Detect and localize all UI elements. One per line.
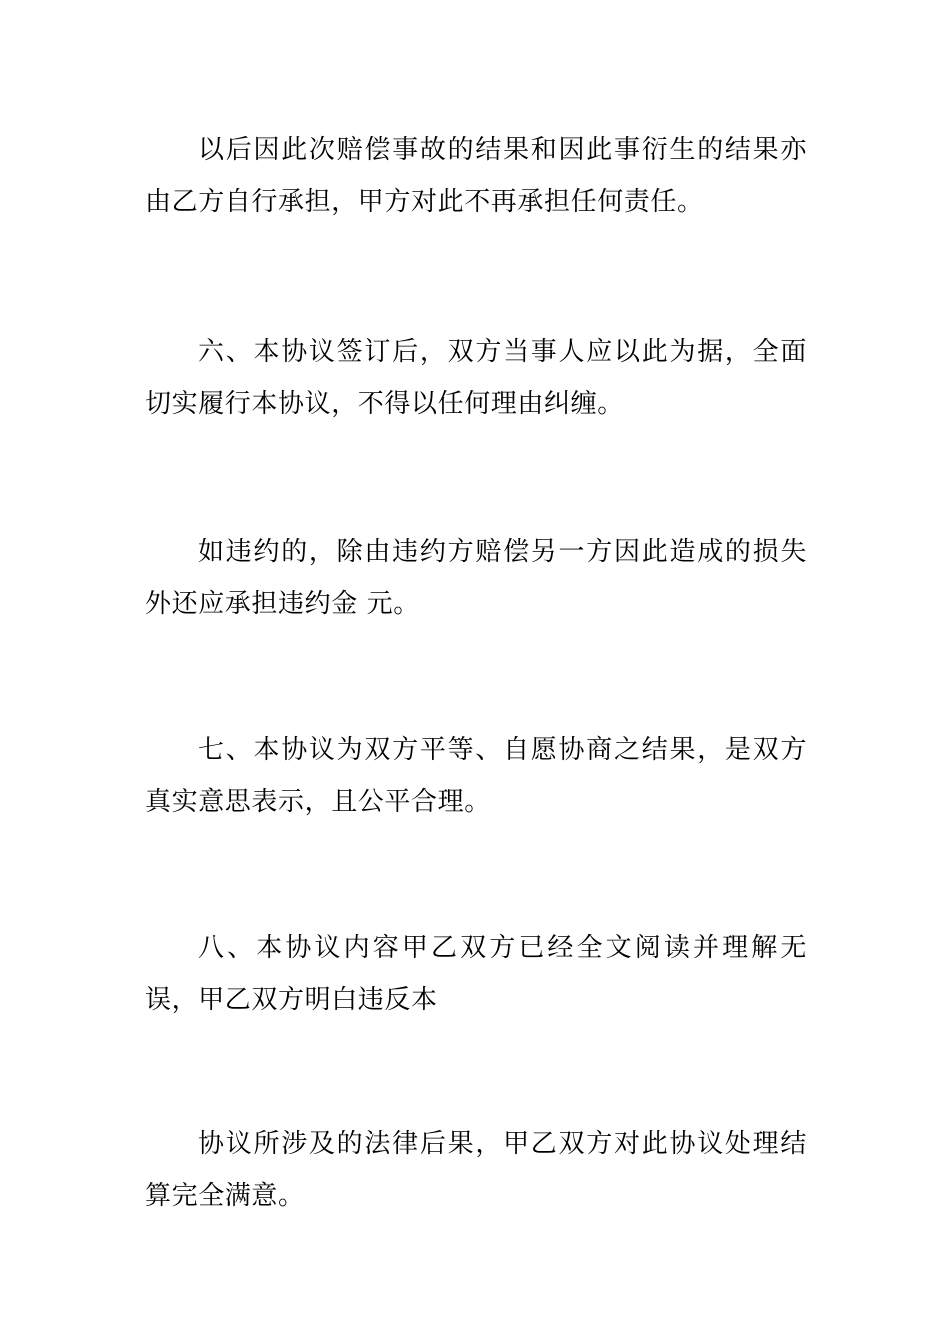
paragraph-legal-consequences: 协议所涉及的法律后果，甲乙双方对此协议处理结算完全满意。 [145,1129,807,1211]
paragraph-clause-six: 六、本协议签订后，双方当事人应以此为据，全面切实履行本协议，不得以任何理由纠缠。 [145,337,807,419]
paragraph-liability: 以后因此次赔偿事故的结果和因此事衍生的结果亦由乙方自行承担，甲方对此不再承担任何责任。 [145,135,807,217]
paragraph-clause-seven: 七、本协议为双方平等、自愿协商之结果，是双方真实意思表示，且公平合理。 [145,735,807,817]
paragraph-clause-eight: 八、本协议内容甲乙双方已经全文阅读并理解无误，甲乙双方明白违反本 [145,933,807,1015]
paragraph-breach-penalty: 如违约的，除由违约方赔偿另一方因此造成的损失外还应承担违约金 元。 [145,537,807,619]
